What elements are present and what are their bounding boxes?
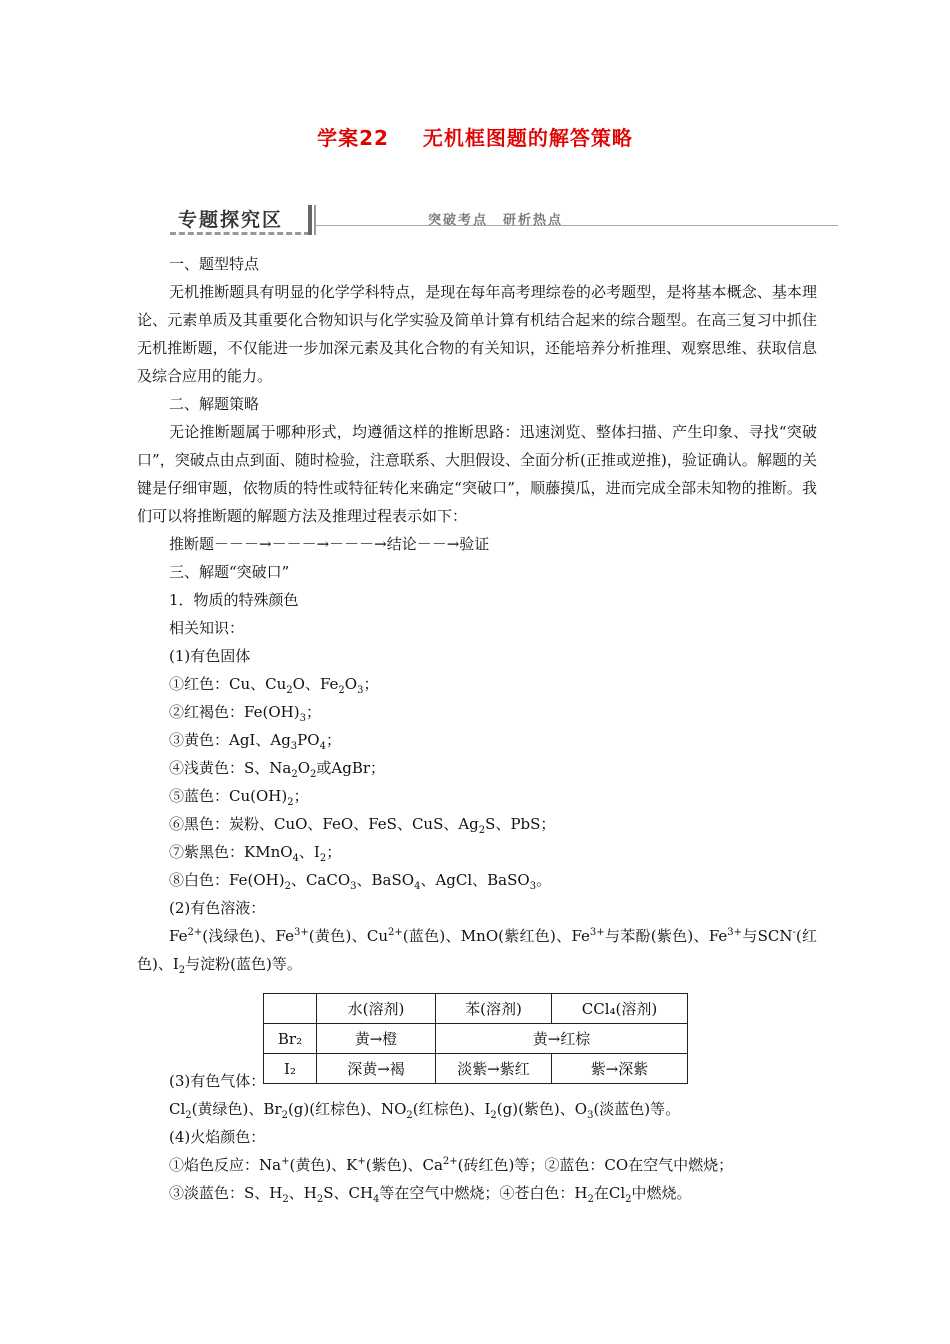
table-row-label: Br₂ xyxy=(264,1024,317,1054)
banner-divider xyxy=(308,205,312,235)
paragraph: 无论推断题属于哪种形式，均遵循这样的推断思路：迅速浏览、整体扫描、产生印象、寻找“突破口”，突破点由点到面、随时检验，注意联系、大胆假设、全面分析(正推或逆推)，验证确认。解题的关键是仔细审题，依物质的特性或特征转化来确定“突破口”，顺藤摸瓜，进而完成全部未知物的推断。我们可以将推断题的解题方法及推理过程表示如下： xyxy=(137,423,817,525)
paragraph: $Cl_2$(黄绿色)、$Br_2(g)$(红棕色)、$NO_2$(红棕色)、$I_2(g)$(紫色)、$O_3$(淡蓝色)等。 xyxy=(169,1100,681,1121)
table-cell xyxy=(264,994,317,1024)
list-item: ③黄色：AgI、$Ag_3PO_4$； xyxy=(169,731,341,752)
banner-divider-thin xyxy=(314,205,316,235)
table-header: CCl₄(溶剂) xyxy=(552,994,688,1024)
section-banner xyxy=(170,203,838,237)
table-cell: 黄→橙 xyxy=(317,1024,436,1054)
table-cell: 淡紫→紫红 xyxy=(436,1054,552,1084)
subsection-heading: (4)火焰颜色： xyxy=(169,1128,266,1146)
section-heading: 三、解题“突破口” xyxy=(169,563,290,581)
list-item: ⑦紫黑色：KMnO$_4$、$I_2$； xyxy=(169,843,342,864)
table-cell: 紫→深紫 xyxy=(552,1054,688,1084)
list-item: ④浅黄色：S、$Na_2O_2$或AgBr； xyxy=(169,759,386,780)
list-item: ②红褐色：$Fe(OH)_3$； xyxy=(169,703,321,724)
flow-line: 推断题－－－→－－－→－－－→结论－－→验证 xyxy=(169,535,490,553)
table-row xyxy=(264,1024,688,1054)
banner-rule xyxy=(316,225,838,226)
paragraph: $Fe^{2+}$(浅绿色)、$Fe^{3+}$(黄色)、$Cu^{2+}$(蓝色)、MnO(紫红色)、$Fe^{3+}$与苯酚(紫色)、$Fe^{3+}$与SCN-(红色)、$I_2$与淀粉(蓝色)等。 xyxy=(137,927,817,976)
document-body-continued xyxy=(137,1067,817,1207)
label: 相关知识： xyxy=(169,619,245,637)
list-item: ①红色：Cu、$Cu_2O$、$Fe_2O_3$； xyxy=(169,675,379,696)
table-cell: 深黄→褐 xyxy=(317,1054,436,1084)
document-body xyxy=(137,250,817,978)
subsection-heading: (3)有色气体： xyxy=(169,1072,266,1090)
subsection-heading: 1．物质的特殊颜色 xyxy=(169,591,299,609)
lesson-number: 学案22 xyxy=(317,126,389,150)
page-title xyxy=(0,122,950,151)
table-row-label: I₂ xyxy=(264,1054,317,1084)
subsection-heading: (2)有色溶液： xyxy=(169,899,266,917)
list-item: ⑤蓝色：$Cu(OH)_2$； xyxy=(169,787,309,808)
list-item: ⑧白色：$Fe(OH)_2$、CaCO$_3$、BaSO$_4$、AgCl、BaSO$_3$。 xyxy=(169,871,552,892)
table-row xyxy=(264,994,688,1024)
section-heading: 二、解题策略 xyxy=(169,395,260,413)
banner-subtitle: 突破考点 研析热点 xyxy=(428,213,564,228)
table-cell: 黄→红棕 xyxy=(436,1024,688,1054)
subsection-heading: (1)有色固体 xyxy=(169,647,251,665)
lesson-topic: 无机框图题的解答策略 xyxy=(422,126,633,150)
list-item: ①焰色反应：Na+(黄色)、K+(紫色)、$Ca^{2+}$(砖红色)等；②蓝色：CO在空气中燃烧； xyxy=(169,1156,734,1174)
banner-tag: 专题探究区 xyxy=(170,205,310,235)
list-item: ⑥黑色：炭粉、CuO、FeO、FeS、CuS、$Ag_2S$、PbS； xyxy=(169,815,556,836)
table-header: 苯(溶剂) xyxy=(436,994,552,1024)
table-header: 水(溶剂) xyxy=(317,994,436,1024)
paragraph: 无机推断题具有明显的化学学科特点，是现在每年高考理综卷的必考题型，是将基本概念、基本理论、元素单质及其重要化合物知识与化学实验及简单计算有机结合起来的综合题型。在高三复习中抓住无机推断题，不仅能进一步加深元素及其化合物的有关知识，还能培养分析推理、观察思维、获取信息及综合应用的能力。 xyxy=(137,283,817,385)
section-heading: 一、题型特点 xyxy=(169,255,260,273)
list-item: ③淡蓝色：S、$H_2$、$H_2S$、$CH_4$等在空气中燃烧；④苍白色：$H_2$在$Cl_2$中燃烧。 xyxy=(169,1184,692,1205)
